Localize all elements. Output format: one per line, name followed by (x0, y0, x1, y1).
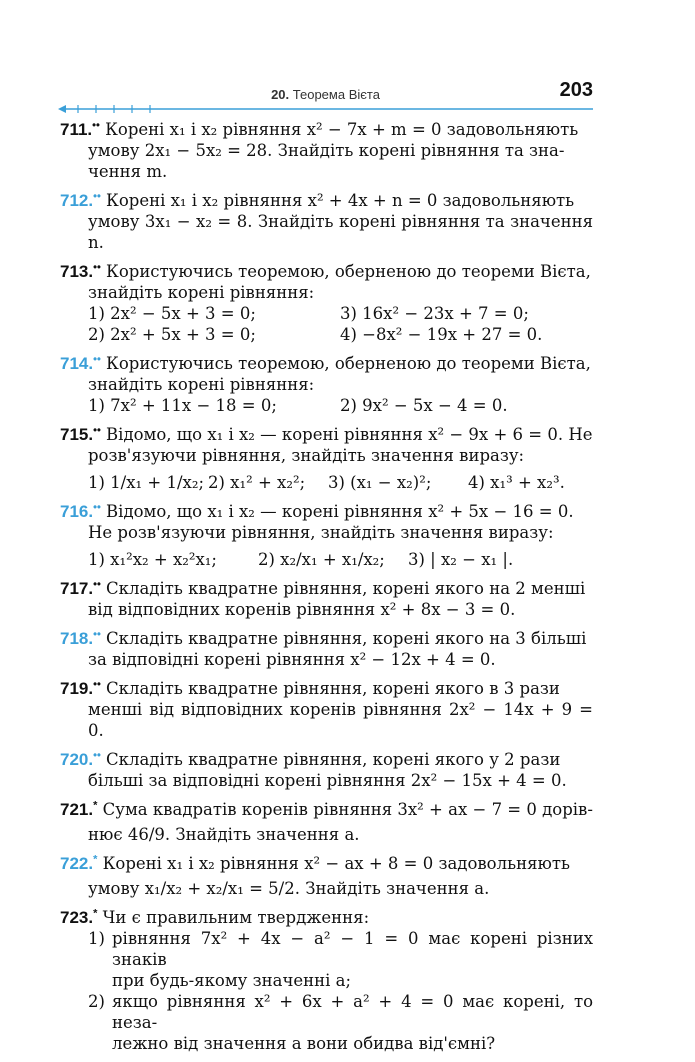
expr-3: 3) (x₁ − x₂)²; (328, 473, 432, 492)
problem-list (60, 119, 593, 1062)
problem-number: 720.•• (60, 749, 101, 769)
problem-718: 718.•• Складіть квадратне рівняння, корені якого на 3 більші за відповідні корені рівняння x² − 12x + 4 = 0. (60, 628, 587, 669)
problem-723: 723.* Чи є правильним твердження: 1) рівняння 7x² + 4x − a² − 1 = 0 має корені різних знаків при будь-якому значенні a; 2) якщо рівняння x² + 6x + a² + 4 = 0 має корені, то неза- лежно від значення a вони обидва від'ємні? (60, 907, 593, 1053)
problem-number: 712.•• (60, 190, 101, 210)
problem-number: 718.•• (60, 628, 101, 648)
problem-number: 716.•• (60, 501, 101, 521)
problem-715: 715.•• Відомо, що x₁ і x₂ — корені рівняння x² − 9x + 6 = 0. Не розв'язуючи рівняння, знайдіть значення виразу: 1) 1/x₁ + 1/x₂; 2) x₁² + x₂²; 3) (x₁ − x₂)²; 4) x₁³ + x₂³. (60, 424, 593, 492)
expr-1: 1) x₁²x₂ + x₂²x₁; (88, 550, 217, 569)
problem-722: 722.* Корені x₁ і x₂ рівняння x² − ax + 8 = 0 задовольняють умову x₁/x₂ + x₂/x₁ = 5/2. Знайдіть значення a. (60, 853, 570, 898)
problem-number: 717.•• (60, 578, 101, 598)
problem-716: 716.•• Відомо, що x₁ і x₂ — корені рівняння x² + 5x − 16 = 0. Не розв'язуючи рівняння, знайдіть значення виразу: 1) x₁²x₂ + x₂²x₁; 2) x₂/x₁ + x₁/x₂; 3) | x₂ − x₁ |. (60, 501, 593, 570)
options-row: 1) 7x² + 11x − 18 = 0; 2) 9x² − 5x − 4 = 0. (88, 396, 508, 415)
options-row: 1) 2x² − 5x + 3 = 0; 3) 16x² − 23x + 7 = 0; (88, 304, 529, 323)
problem-number: 719.•• (60, 678, 101, 698)
expr-3: 3) | x₂ − x₁ |. (408, 550, 514, 569)
problem-721: 721.* Сума квадратів коренів рівняння 3x² + ax − 7 = 0 дорів- нює 46/9. Знайдіть значення a. (60, 799, 593, 844)
statement-item: 2) якщо рівняння x² + 6x + a² + 4 = 0 має корені, то неза- лежно від значення a вони обидва від'ємні? (88, 992, 593, 1053)
problem-713: 713.•• Користуючись теоремою, оберненою до теореми Вієта, знайдіть корені рівняння: 1) 2x² − 5x + 3 = 0; 3) 16x² − 23x + 7 = 0; 2) 2x² + 5x + 3 = 0; 4) −8x² − 19x + 27 = 0. (60, 261, 593, 345)
problem-714: 714.•• Користуючись теоремою, оберненою до теореми Вієта, знайдіть корені рівняння: 1) 7x² + 11x − 18 = 0; 2) 9x² − 5x − 4 = 0. (60, 353, 593, 416)
problem-number: 723.* (60, 907, 98, 927)
problem-720: 720.•• Складіть квадратне рівняння, корені якого у 2 рази більші за відповідні корені рівняння 2x² − 15x + 4 = 0. (60, 749, 567, 790)
problem-number: 721.* (60, 799, 98, 819)
expr-4: 4) x₁³ + x₂³. (468, 473, 565, 492)
expression-options (60, 549, 593, 570)
expression-options (60, 472, 593, 493)
header-rule (58, 104, 593, 114)
page-number: 203 (559, 79, 593, 101)
problem-number: 722.* (60, 853, 98, 873)
problem-number: 714.•• (60, 353, 101, 373)
problem-719: 719.•• Складіть квадратне рівняння, корені якого в 3 рази менші від відповідних коренів рівняння 2x² − 14x + 9 = 0. (60, 678, 593, 740)
statement-item: 1) рівняння 7x² + 4x − a² − 1 = 0 має корені різних знаків при будь-якому значенні a; (88, 929, 593, 990)
problem-717: 717.•• Складіть квадратне рівняння, корені якого на 2 менші від відповідних коренів рівняння x² + 8x − 3 = 0. (60, 578, 586, 619)
problem-711: 711.•• Корені x₁ і x₂ рівняння x² − 7x + m = 0 задовольняють умову 2x₁ − 5x₂ = 28. Знайдіть корені рівняння та зна- чення m. (60, 119, 579, 181)
expr-2: 2) x₁² + x₂²; (208, 473, 306, 492)
problem-number: 713.•• (60, 261, 101, 281)
expr-2: 2) x₂/x₁ + x₁/x₂; (258, 550, 385, 569)
problem-number: 711.•• (60, 119, 100, 139)
section-title: 20. Теорема Вієта (271, 87, 380, 102)
expr-1: 1) 1/x₁ + 1/x₂; (88, 473, 205, 492)
problem-number: 715.•• (60, 424, 101, 444)
problem-712: 712.•• Корені x₁ і x₂ рівняння x² + 4x + n = 0 задовольняють умову 3x₁ − x₂ = 8. Знайдіть корені рівняння та значення n. (60, 190, 593, 252)
page-header (58, 78, 593, 118)
options-row: 2) 2x² + 5x + 3 = 0; 4) −8x² − 19x + 27 = 0. (88, 325, 543, 344)
